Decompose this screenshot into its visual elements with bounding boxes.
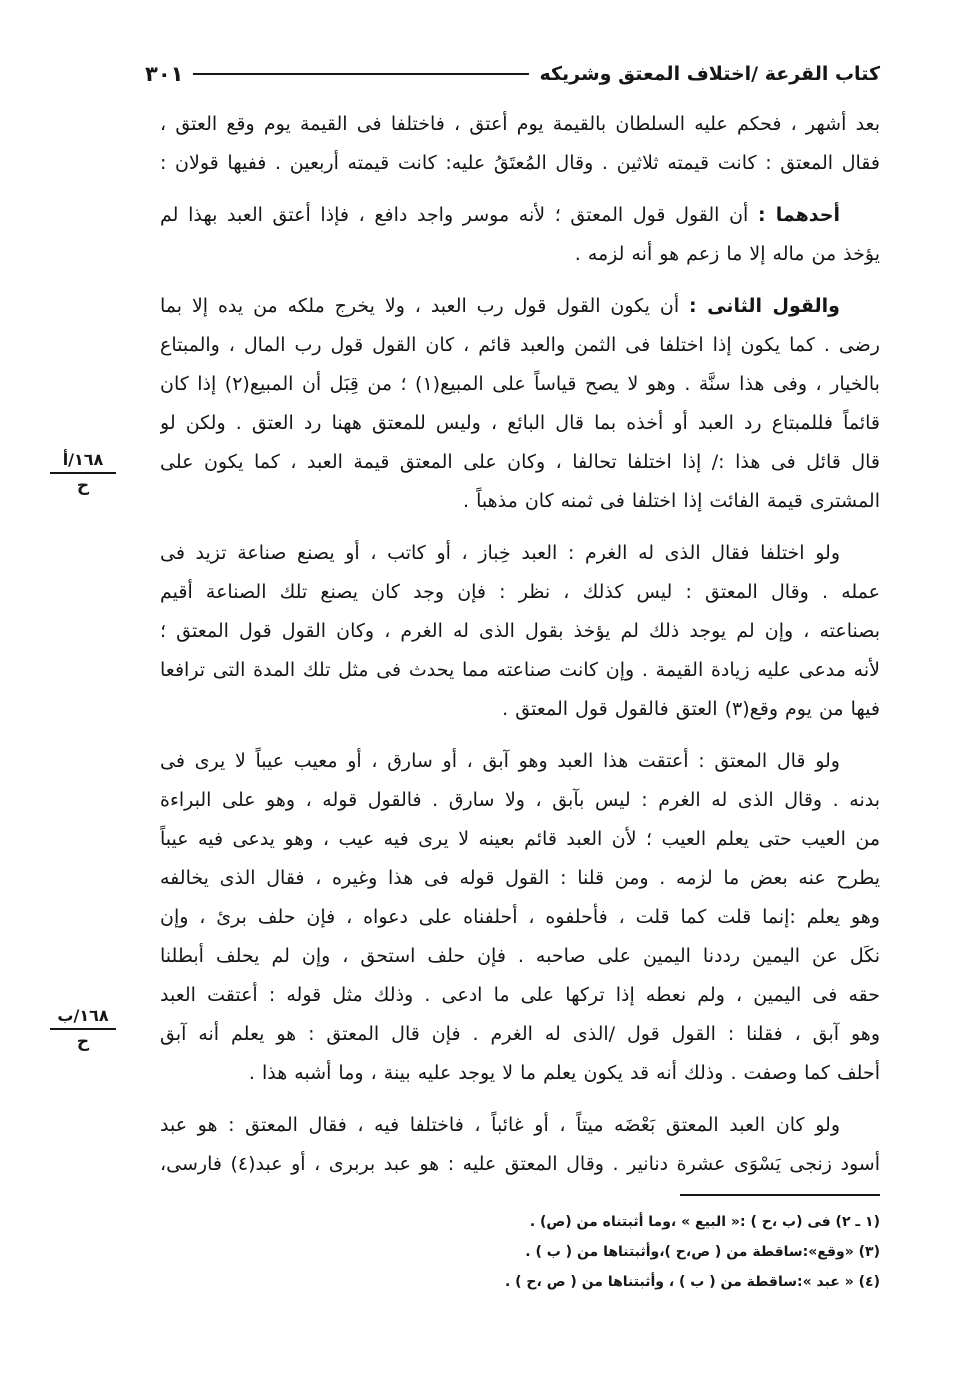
text-line: أسود زنجى يَسْوَى عشرة دنانير . وقال المعتق عليه : هو عبد بربرى ، أو عبد(٤) فارسى، [160, 1153, 880, 1175]
text-line: ولو قال المعتق : أعتقت هذا العبد وهو آبق ، أو سارق ، أو معيب عيباً لا يرى فى [160, 750, 840, 772]
paragraph [160, 196, 880, 274]
text-line: وهو يعلم :إنما قلت كما قلت ، فأحلفوه ، أحلفناه على دعواه ، فإن حلف برئ ، وإن [160, 906, 880, 928]
text-line: قائماً فللمبتاع رد العبد أو أخذه بما قال البائع ، وليس للمعتق ههنا رد العتق . ولكن لو [160, 412, 880, 434]
footnote: (١ ـ ٢) فى (ب ،ح ) :« البيع » ،وما أثبتناه من (ص) . [529, 1214, 880, 1230]
text-line: فقال المعتق : كانت قيمته ثلاثين . وقال المُعتَقُ عليه: كانت قيمته أربعين . ففيها قولان : [160, 152, 880, 174]
footnotes [160, 1207, 880, 1297]
footnote-rule [680, 1194, 880, 1196]
text-line: عمله . وقال المعتق : ليس كذلك ، نظر : فإن وجد كان يصنع تلك الصناعة أقيم [160, 581, 880, 603]
folio-number: ١٦٨/ب [50, 1006, 116, 1030]
text-line: يطرح عنه بعض ما لزمه . ومن قلنا : القول قوله فى هذا وغيره ، فقال الذى يخالفه [160, 867, 880, 889]
text-line: بعد أشهر ، فحكم عليه السلطان بالقيمة يوم أعتق ، فاختلفا فى القيمة يوم وقع العتق ، [160, 113, 880, 135]
text-line: بصناعته ، وإن لم يوجد ذلك لم يؤخذ بقول الذى له الغرم ، وكان القول قول المعتق ؛ [160, 620, 880, 642]
header-rule [193, 73, 529, 75]
chapter-title: كتاب القرعة /اختلاف المعتق وشريكه [539, 63, 880, 85]
text-line: يؤخذ من ماله إلا ما زعم هو أنه لزمه . [574, 243, 880, 265]
lead-phrase: والقول الثانى : [689, 295, 840, 317]
paragraph [160, 1106, 880, 1184]
page-number: ٣٠١ [145, 62, 184, 86]
text-line: رضى . كما يكون إذا اختلفا فى الثمن والعبد قائم ، كان القول قول رب المال ، والمبتاع [160, 334, 880, 356]
folio-marker [50, 1006, 116, 1054]
text-line-content: أن يكون القول قول رب العبد ، ولا يخرج ملكه من يده إلا بما [160, 295, 680, 317]
lead-phrase: أحدهما : [757, 204, 840, 226]
paragraph [160, 287, 880, 521]
text-line: المشترى قيمة الفائت إذا اختلفا فى ثمنه كان مذهباً . [463, 490, 880, 512]
footnote: (٣) «وقع»:ساقطة من ( ص،ح )،وأثبتناها من ( ب ) . [525, 1244, 880, 1260]
text-line [160, 196, 880, 235]
text-line: بدنه . وقال الذى له الغرم : ليس بآبق ، ولا سارق . فالقول قوله ، وهو على البراءة [160, 789, 880, 811]
main-text [160, 105, 880, 1197]
running-header [145, 56, 880, 92]
text-line: من العيب حتى يعلم العيب ؛ لأن العبد قائم بعينه لا يرى فيه عيب ، وهو يدعى فيه عيباً [160, 828, 880, 850]
text-line: أحلف كما وصفت . وذلك أنه قد يكون يعلم ما لا يوجد عليه بينة ، وما أشبه هذا . [248, 1062, 880, 1084]
text-line: حقه فى اليمين ، ولم نعطه إذا تركها على ما ادعى . وذلك مثل قوله : أعتقت العبد [160, 984, 880, 1006]
text-line: فيها من يوم وقع(٣) العتق فالقول قول المعتق . [502, 698, 880, 720]
text-line: ولو كان العبد المعتق بَعْضَه ميتاً ، أو غائباً ، فاختلفا فيه ، فقال المعتق : هو عبد [160, 1114, 840, 1136]
text-line: لأنه مدعى عليه زيادة القيمة . وإن كانت صناعته مما يحدث فى مثل تلك المدة التى ترافعا [160, 659, 880, 681]
text-line: نكَل عن اليمين رددنا اليمين على صاحبه . فإن حلف استحق ، وإن لم يحلف أبطلنا [160, 945, 880, 967]
text-line: ولو اختلفا فقال الذى له الغرم : العبد خِباز ، أو كاتب ، أو يصنع صناعة تزيد فى [160, 542, 840, 564]
text-line: قال قائل فى هذا :/ إذا اختلفا تحالفا ، وكان على المعتق قيمة العبد ، كما يكون على [160, 451, 880, 473]
manuscript-siglum: ح [76, 1032, 90, 1052]
manuscript-siglum: ح [76, 476, 90, 496]
text-line-content: أن القول قول المعتق ؛ لأنه موسر واجد دافع ، فإذا أعتق العبد بهذا لم [160, 204, 749, 226]
paragraph [160, 742, 880, 1093]
text-line: وهو آبق ، فقلنا : القول قول /الذى له الغرم . فإن قال المعتق : هو يعلم أنه آبق [160, 1023, 880, 1045]
folio-number: ١٦٨/أ [50, 450, 116, 474]
text-line [160, 287, 880, 326]
text-line: بالخيار ، وفى هذا سنَّة . وهو لا يصح قياساً على المبيع(١) ؛ من قِبَل أن المبيع(٢) إذا كان [160, 373, 880, 395]
folio-marker [50, 450, 116, 498]
paragraph [160, 105, 880, 183]
paragraph [160, 534, 880, 729]
footnote: (٤) « عبد »:ساقطة من ( ب ) ، وأثبتناها من ( ص ،ح ) . [504, 1274, 880, 1290]
